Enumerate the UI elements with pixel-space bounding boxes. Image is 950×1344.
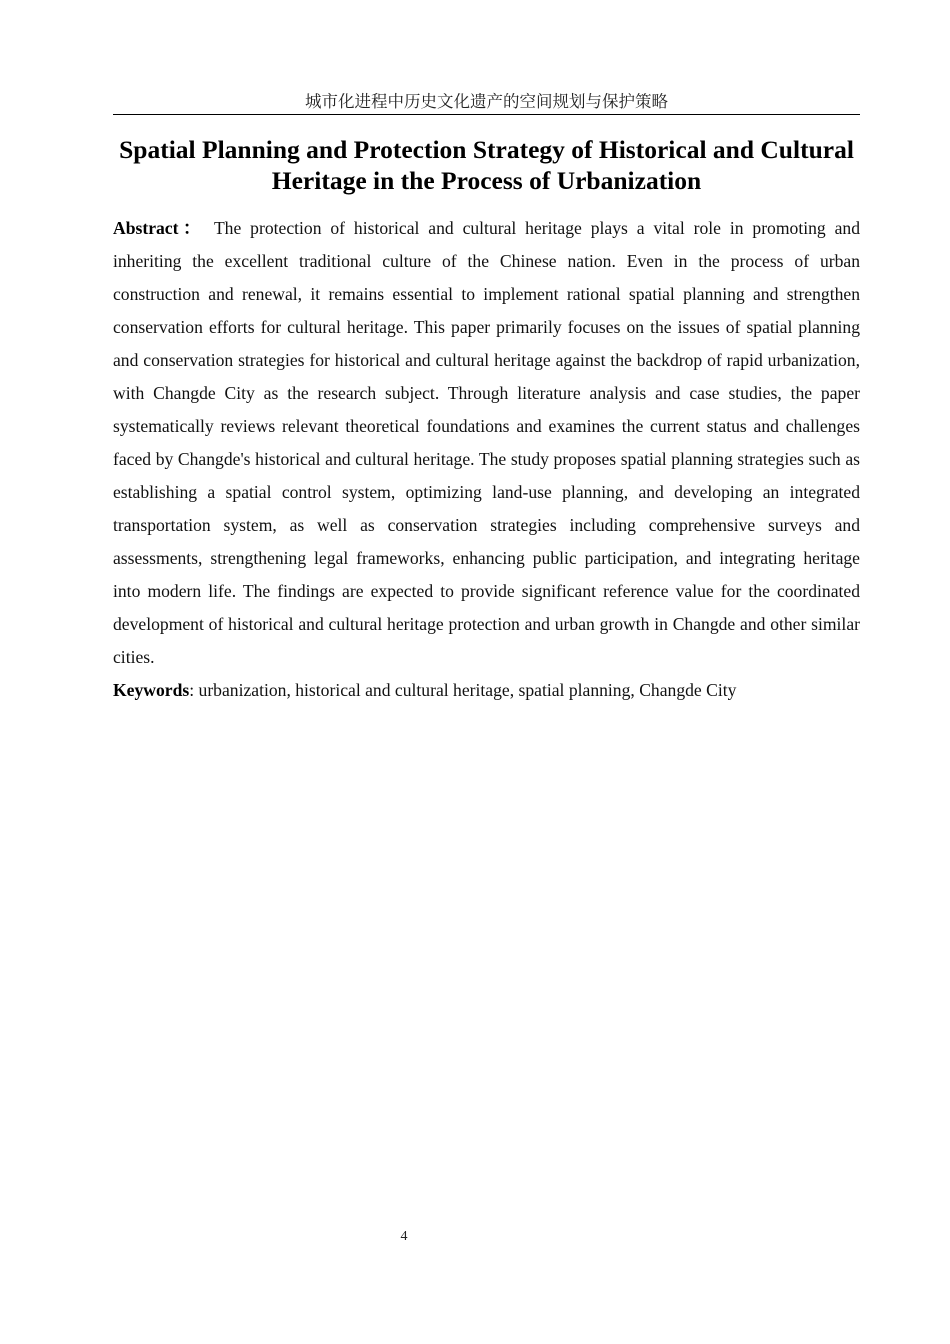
abstract-text: The protection of historical and cultural heritage plays a vital role in promoting and inheriting the excellent traditional culture of the Chinese nation. Even in the process of urban construction and renewal, it remains essential to implement rational spatial planning and strengthen conservation efforts for cultural heritage. This paper primarily focuses on the issues of spatial planning and conservation strategies for historical and cultural heritage against the backdrop of rapid urbanization, with Changde City as the research subject. Through literature analysis and case studies, the paper systematically reviews relevant theoretical foundations and examines the current status and challenges faced by Changde's historical and cultural heritage. The study proposes spatial planning strategies such as establishing a spatial control system, optimizing land-use planning, and developing an integrated transportation system, as well as conservation strategies including comprehensive surveys and assessments, strengthening legal frameworks, enhancing public participation, and integrating heritage into modern life. The findings are expected to provide significant reference value for the coordinated development of historical and cultural heritage protection and urban growth in Changde and other similar cities.	[113, 218, 860, 667]
keywords-paragraph	[113, 674, 860, 707]
keywords-text: : urbanization, historical and cultural heritage, spatial planning, Changde City	[189, 680, 737, 700]
abstract-paragraph	[113, 212, 860, 674]
page-number: 4	[400, 1229, 408, 1244]
keywords-label: Keywords	[113, 680, 190, 700]
running-header-title: 城市化进程中历史文化遗产的空间规划与保护策略	[305, 92, 668, 111]
abstract-label: Abstract：	[113, 218, 206, 238]
paper-title: Spatial Planning and Protection Strategy of Historical and Cultural Heritage in the Process of Urbanization	[119, 135, 854, 195]
running-header	[113, 90, 860, 115]
